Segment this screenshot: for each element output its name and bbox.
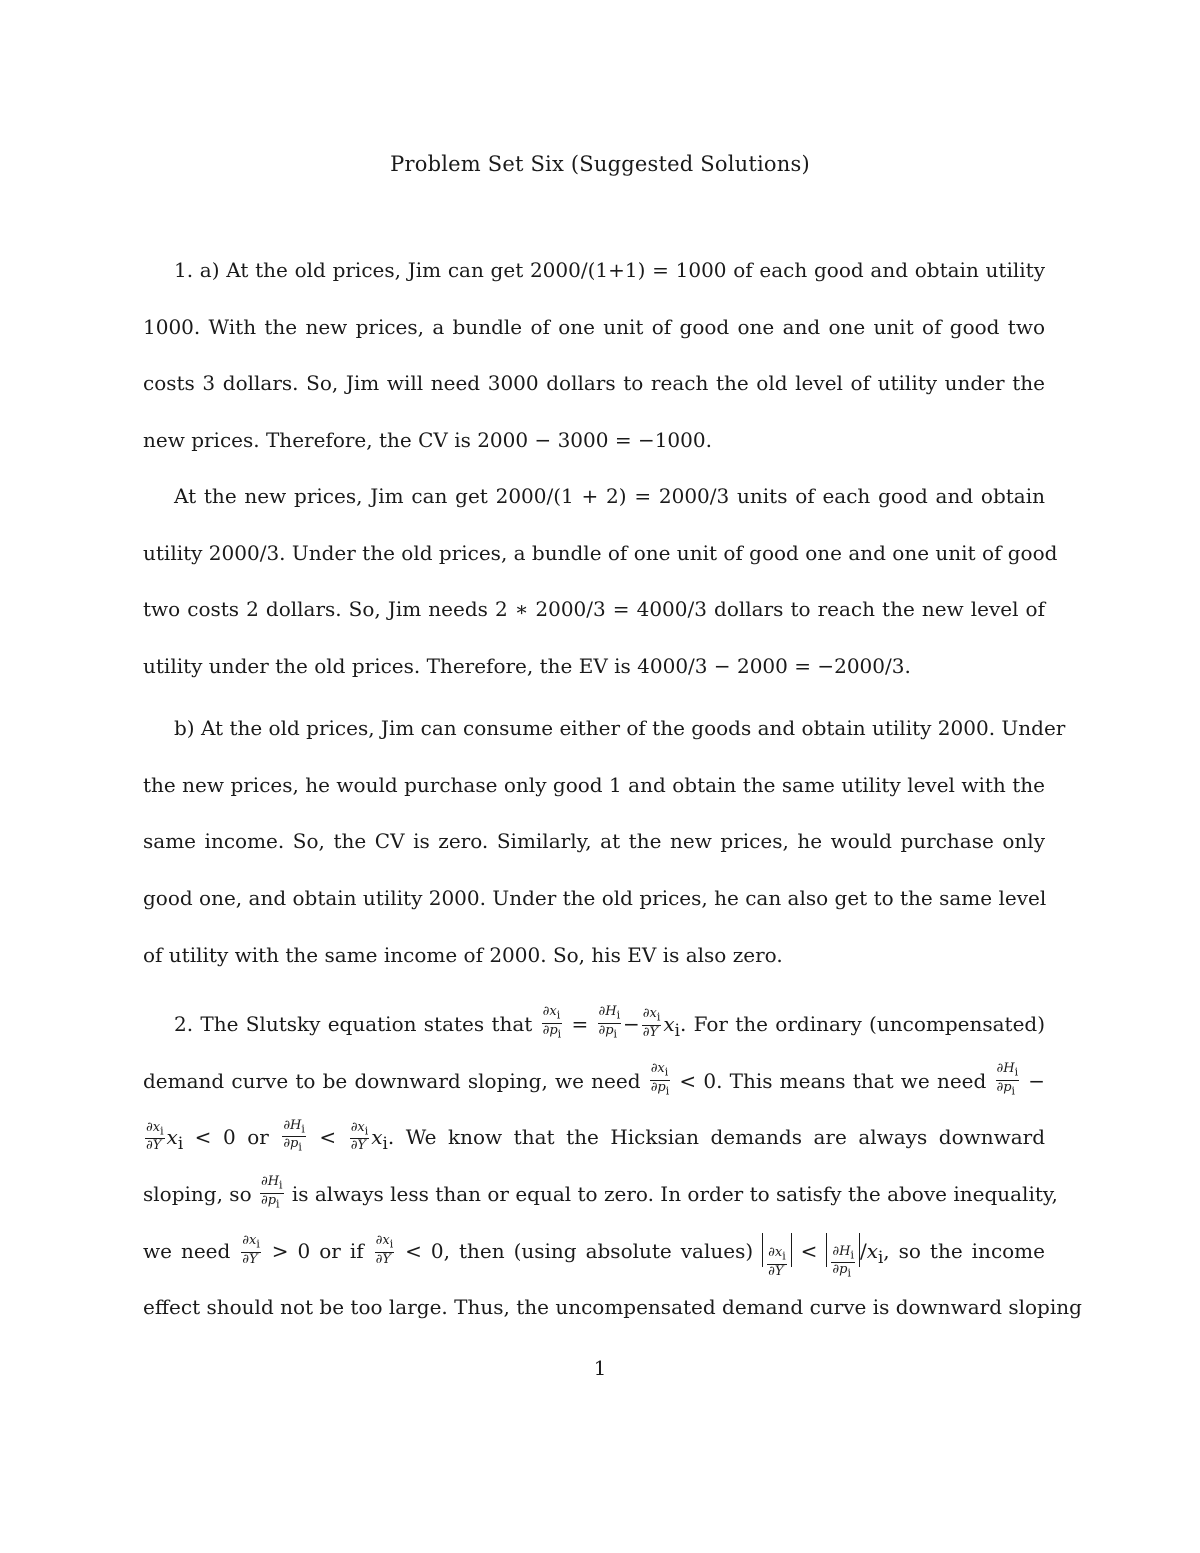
text-run: demand curve to be downward sloping, we need — [143, 1068, 641, 1093]
fraction: $\frac{\partial x_i}{\partial Y}$ — [350, 1119, 369, 1154]
text-line: effect should not be too large. Thus, the uncompensated demand curve is downward sloping — [143, 1295, 1082, 1320]
text-line: the new prices, he would purchase only good 1 and obtain the same utility level with the — [143, 772, 1045, 797]
fraction: $\frac{\partial x_i}{\partial p_i}$ — [542, 1004, 562, 1041]
text-line: 2. The Slutsky equation states that $\frac{\partial x_i}{\partial p_i}$ = $\frac{\partial H_i}{\partial p_i}$ − $\frac{\partial x_i}{\partial Y}$ $x_i$. For the ordinary (uncompensated) — [174, 1004, 1046, 1041]
text-line: demand curve to be downward sloping, we need $\frac{\partial x_i}{\partial p_i}$ < 0. This means that we need $\frac{\partial H_i}{\partial p_i}$ − — [143, 1061, 1045, 1098]
text-run: . We know that the Hicksian demands are always downward — [387, 1125, 1046, 1150]
text-run: 2. The Slutsky equation states that — [174, 1012, 533, 1036]
text-run: we need — [143, 1238, 231, 1263]
paragraph-3 — [143, 700, 1066, 983]
text-line — [143, 1166, 1058, 1223]
text-run: is always less than or equal to zero. In order to satisfy the above inequality, — [291, 1182, 1058, 1207]
fraction: $\frac{\partial x_i}{\partial Y}$ — [642, 1006, 661, 1040]
text-line: 1. a) At the old prices, Jim can get 2000/(1+1) = 1000 of each good and obtain utility — [174, 258, 1045, 282]
text-line: 1000. With the new prices, a bundle of one unit of good one and one unit of good two — [143, 314, 1045, 339]
fraction: $\frac{\partial x_i}{\partial Y}$ — [242, 1232, 260, 1267]
text-run: < 0, then (using absolute values) — [405, 1238, 754, 1263]
text-line: b) At the old prices, Jim can consume either of the goods and obtain utility 2000. Under — [174, 716, 1066, 740]
fraction: $\frac{\partial x_i}{\partial p_i}$ — [650, 1061, 670, 1098]
text-run: sloping, so — [143, 1182, 252, 1207]
text-run: < 0 or — [194, 1125, 269, 1150]
page-title: Problem Set Six (Suggested Solutions) — [390, 152, 810, 176]
text-run: > 0 or if — [271, 1238, 364, 1263]
absolute-value: $\frac{\partial H_i}{\partial p_i}$ — [826, 1233, 860, 1267]
fraction: $\frac{\partial H_i}{\partial p_i}$ — [996, 1061, 1019, 1098]
text-line: new prices. Therefore, the CV is 2000 − 3000 = −1000. — [143, 428, 712, 453]
paragraph-1 — [143, 242, 1045, 469]
text-line: we need $\frac{\partial x_i}{\partial Y}$ > 0 or if $\frac{\partial x_i}{\partial Y}$ < 0, then (using absolute values) $\frac{\partial x_i}{\partial Y}$ < $\frac{\partial H_i}{\partial p_i}$ $/x_i$, so the income — [143, 1232, 1045, 1280]
text-line: utility 2000/3. Under the old prices, a bundle of one unit of good one and one unit of good — [143, 540, 1058, 565]
text-line: of utility with the same income of 2000. So, his EV is also zero. — [143, 942, 783, 967]
absolute-value: $\frac{\partial x_i}{\partial Y}$ — [762, 1233, 792, 1267]
text-line: good one, and obtain utility 2000. Under the old prices, he can also get to the same level — [143, 886, 1047, 911]
fraction: $\frac{\partial x_i}{\partial Y}$ — [146, 1119, 164, 1154]
fraction: $\frac{\partial H_i}{\partial p_i}$ — [283, 1117, 305, 1154]
text-line: costs 3 dollars. So, Jim will need 3000 dollars to reach the old level of utility under the — [143, 371, 1045, 396]
text-run: , so the income — [883, 1238, 1045, 1263]
text-line: $\frac{\partial x_i}{\partial Y}$ $x_i < 0$ or $\frac{\partial H_i}{\partial p_i}$ < $\frac{\partial x_i}{\partial Y}$ $x_i$. We know that the Hicksian demands are always downward — [146, 1117, 1046, 1154]
text-line: At the new prices, Jim can get 2000/(1 + 2) = 2000/3 units of each good and obtain — [174, 484, 1045, 508]
text-run: . For the ordinary (uncompensated) — [679, 1012, 1046, 1036]
paragraph-4 — [143, 996, 1082, 1336]
text-line: same income. So, the CV is zero. Similarly, at the new prices, he would purchase only — [143, 829, 1045, 854]
paragraph-2 — [143, 468, 1058, 695]
text-run: < 0. This means that we need — [679, 1068, 987, 1093]
text-line: two costs 2 dollars. So, Jim needs 2 ∗ 2000/3 = 4000/3 dollars to reach the new level of — [143, 597, 1045, 622]
fraction: $\frac{\partial H_i}{\partial p_i}$ — [260, 1174, 283, 1211]
fraction: $\frac{\partial x_i}{\partial Y}$ — [375, 1232, 394, 1267]
text-line: utility under the old prices. Therefore, the EV is 4000/3 − 2000 = −2000/3. — [143, 654, 911, 679]
page-number: 1 — [593, 1356, 607, 1380]
fraction: $\frac{\partial H_i}{\partial p_i}$ — [598, 1004, 621, 1041]
